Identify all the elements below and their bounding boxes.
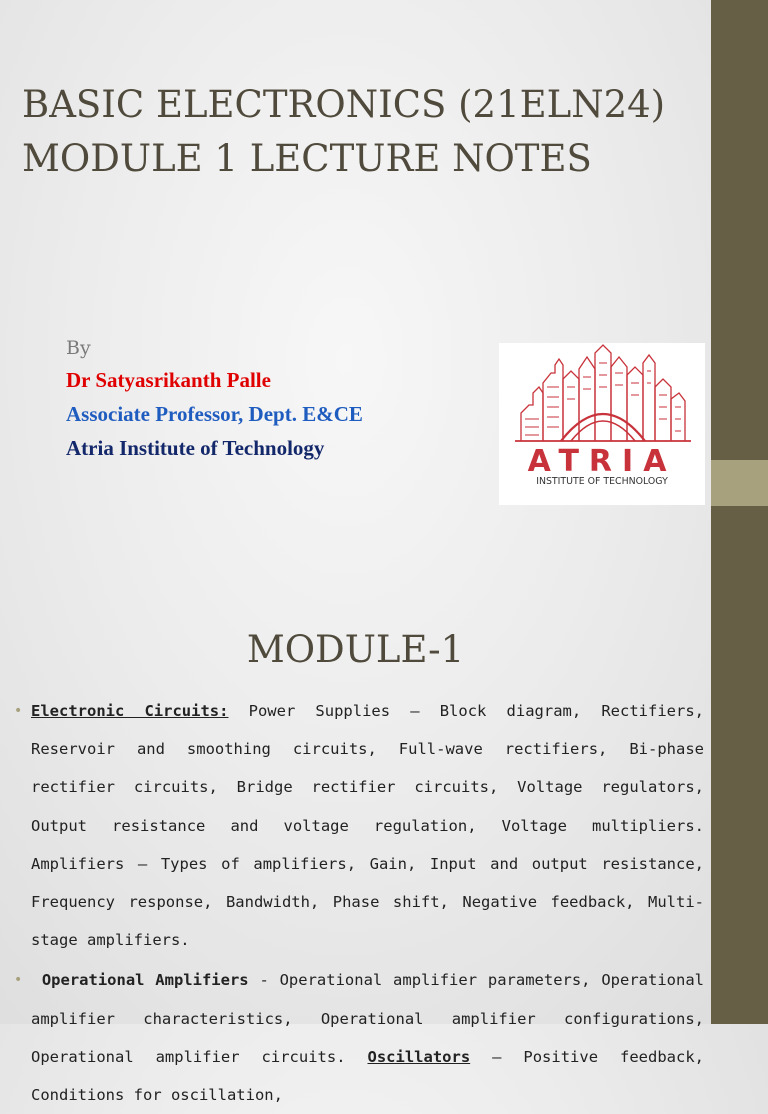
slide-title	[22, 78, 712, 186]
bullet-paragraph	[31, 961, 704, 1114]
bullet-subtext: – Positive feedback, Conditions for oscillation,	[31, 1047, 704, 1105]
atria-wordmark	[528, 444, 677, 479]
title-line-1: BASIC ELECTRONICS (21ELN24)	[22, 83, 666, 126]
bullet-icon: •	[14, 972, 23, 989]
list-item	[14, 692, 704, 959]
bullet-heading: Operational Amplifiers	[41, 971, 249, 990]
by-label: By	[66, 337, 91, 359]
logo-subtitle-text: INSTITUTE OF TECHNOLOGY	[536, 476, 668, 487]
author-name: Dr Satyasrikanth Palle	[66, 368, 271, 392]
bullet-subheading: Oscillators	[367, 1047, 471, 1066]
skyline-drawing	[515, 345, 691, 441]
decorative-side-bar	[711, 0, 768, 1024]
author-block	[66, 333, 496, 465]
bullet-text: - Operational amplifier parameters, Operational amplifier characteristics, Operational amplifier configurations, Operational amplifier circuits.	[31, 971, 704, 1066]
bullet-icon: •	[14, 703, 23, 719]
module-content	[14, 692, 704, 1114]
bullet-text: Power Supplies – Block diagram, Rectifiers, Reservoir and smoothing circuits, Full-wave rectifiers, Bi-phase rectifier circuits, Bridge rectifier circuits, Voltage regulators, Output resistance and voltage regulation, Voltage multipliers. Amplifiers – Types of amplifiers, Gain, Input and output resistance, Frequency response, Bandwidth, Phase shift, Negative feedback, Multi-stage amplifiers.	[31, 702, 704, 950]
module-heading: MODULE-1	[246, 628, 465, 671]
logo-wordmark-text: ATRIA	[527, 444, 677, 479]
decorative-side-accent	[711, 460, 768, 506]
atria-logo	[499, 343, 705, 505]
title-line-2: MODULE 1 LECTURE NOTES	[22, 137, 592, 180]
list-item	[14, 961, 704, 1114]
bullet-paragraph	[31, 692, 704, 959]
author-position: Associate Professor, Dept. E&CE	[66, 402, 363, 426]
author-institute: Atria Institute of Technology	[66, 436, 325, 460]
bullet-heading: Electronic Circuits:	[31, 702, 229, 720]
